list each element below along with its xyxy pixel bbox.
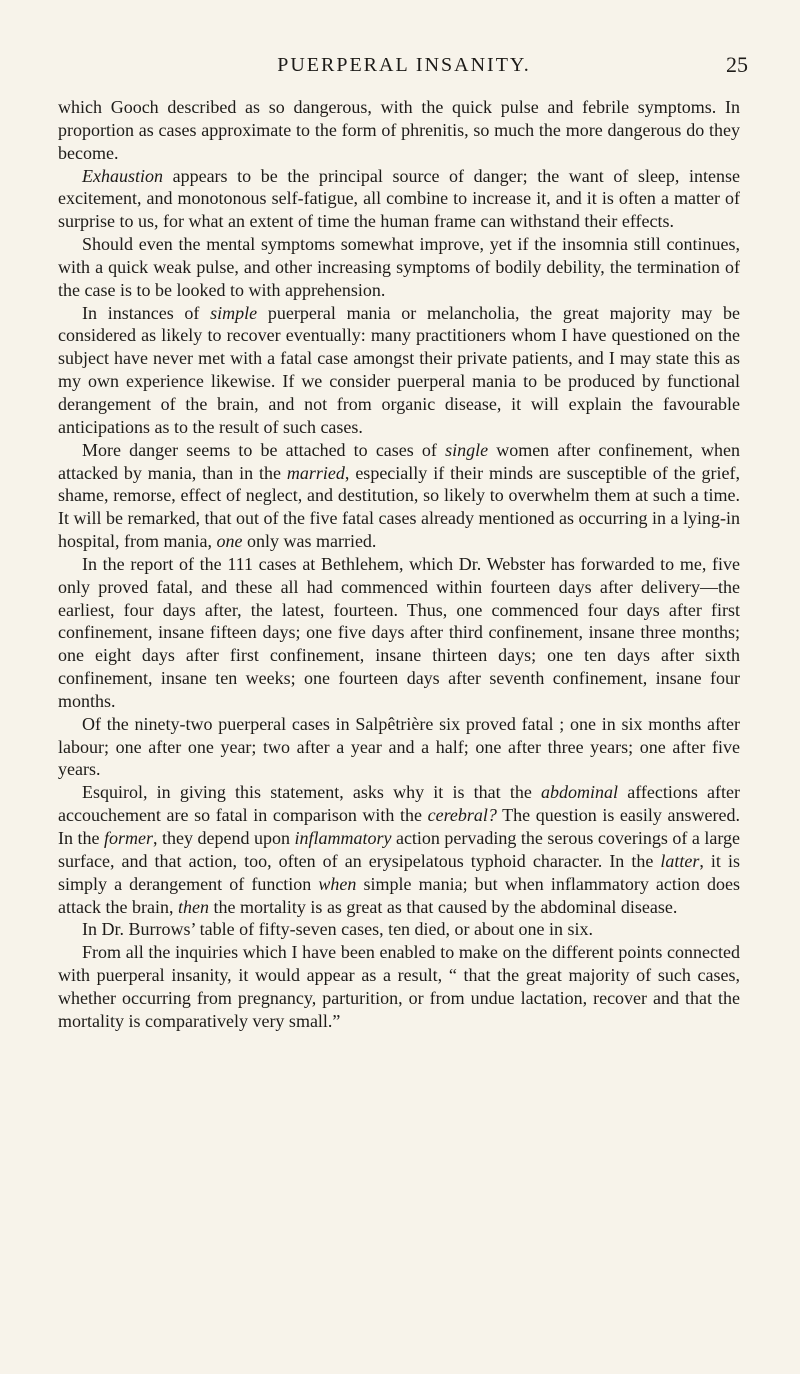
emphasized-text: abdominal xyxy=(541,782,619,803)
emphasized-text: cerebral? xyxy=(427,805,497,826)
emphasized-text: then xyxy=(177,896,209,917)
emphasized-text: simple xyxy=(210,302,258,323)
text-run: In instances of xyxy=(82,302,211,323)
text-run: affections after accouchement are so fatal in comparison with the xyxy=(58,782,740,826)
paragraph xyxy=(58,96,740,165)
text-run: appears to be the principal source of danger; the want of sleep, intense excitement, and monotonous self-fatigue, all combine to increase it, and it is often a matter of surprise to us, for what an extent of time the human frame can withstand their effects. xyxy=(58,165,740,232)
paragraph xyxy=(58,553,740,713)
text-run: In Dr. Burrows’ table of fifty-seven cases, ten died, or about one in six. xyxy=(82,919,594,940)
text-run: The question is easily answered. In the xyxy=(58,805,740,848)
text-run: which Gooch described as so dangerous, with the quick pulse and febrile symptoms. In proportion as cases approximate to the form of phrenitis, so much the more dangerous do they become. xyxy=(58,97,740,163)
text-run: , it is simply a derangement of function xyxy=(58,850,740,894)
text-run: women after confinement, when attacked by mania, than in the xyxy=(58,439,740,483)
emphasized-text: married xyxy=(286,462,345,483)
text-run: action pervading the serous coverings of a large surface, and that action, too, often of an erysipelatous typhoid character. In the xyxy=(58,828,741,871)
page-header xyxy=(60,50,748,80)
text-run: Esquirol, in giving this statement, asks why it is that the xyxy=(82,782,541,803)
emphasized-text: when xyxy=(318,873,357,894)
text-run: Should even the mental symptoms somewhat improve, yet if the insomnia still continues, with a quick weak pulse, and other increasing symptoms of bodily debility, the termination of the case is to be looked to with apprehension. xyxy=(58,234,740,300)
paragraph xyxy=(58,918,740,941)
body-text xyxy=(58,96,740,1033)
text-run: More danger seems to be attached to cases of xyxy=(82,439,446,460)
emphasized-text: one xyxy=(216,531,243,552)
text-run: only was married. xyxy=(242,531,377,552)
paragraph xyxy=(58,165,740,234)
paragraph xyxy=(58,941,740,1032)
emphasized-text: single xyxy=(445,439,489,460)
emphasized-text: inflammatory xyxy=(294,828,392,848)
text-run: Of the ninety-two puerperal cases in Salpêtrière six proved fatal ; one in six months after labour; one after one year; two after a year and a half; one after three years; one after five years. xyxy=(58,713,740,780)
text-run: the mortality is as great as that caused by the abdominal disease. xyxy=(208,896,678,917)
text-run: puerperal mania or melancholia, the great majority may be considered as likely to recover eventually: many practitioners whom I have questioned on the subject have never met with a fatal case amongst their private patients, and I may state this as my own experience likewise. If we consider puerperal mania to be produced by functional derangement of the brain, and not from organic disease, it will explain the favourable anticipations as to the result of such cases. xyxy=(58,302,741,437)
paragraph xyxy=(58,713,740,782)
text-run: simple mania; but when inflammatory action does attack the brain, xyxy=(58,873,740,917)
paragraph xyxy=(58,302,740,439)
paragraph xyxy=(58,439,740,553)
paragraph xyxy=(58,233,740,302)
text-run: From all the inquiries which I have been enabled to make on the different points connected with puerperal insanity, it would appear as a result, “ that the great majority of such cases, whether occurring from pregnancy, parturition, or from undue lactation, recover and that the mortality is comparatively very small.” xyxy=(58,942,740,1031)
text-run: , especially if their minds are susceptible of the grief, shame, remorse, effect of neglect, and destitution, so likely to overwhelm them at such a time. It will be remarked, that out of the five fatal cases already mentioned as occurring in a lying-in hospital, from mania, xyxy=(58,462,740,552)
emphasized-text: Exhaustion xyxy=(82,165,163,186)
emphasized-text: latter xyxy=(660,850,700,871)
page-number: 25 xyxy=(726,52,748,77)
emphasized-text: former xyxy=(103,828,153,848)
running-title: PUERPERAL INSANITY. xyxy=(277,54,531,76)
text-run: , they depend upon xyxy=(152,828,295,848)
paragraph xyxy=(58,781,740,918)
text-run: In the report of the 111 cases at Bethlehem, which Dr. Webster has forwarded to me, five only proved fatal, and these all had commenced within fourteen days after delivery—the earliest, four days after, the latest, fourteen. Thus, one commenced four days after first confinement, insane fifteen days; one five days after third confinement, insane three months; one eight days after first confinement, insane thirteen days; one ten days after sixth confinement, insane ten weeks; one fourteen days after seventh confinement, insane four months. xyxy=(58,553,740,711)
